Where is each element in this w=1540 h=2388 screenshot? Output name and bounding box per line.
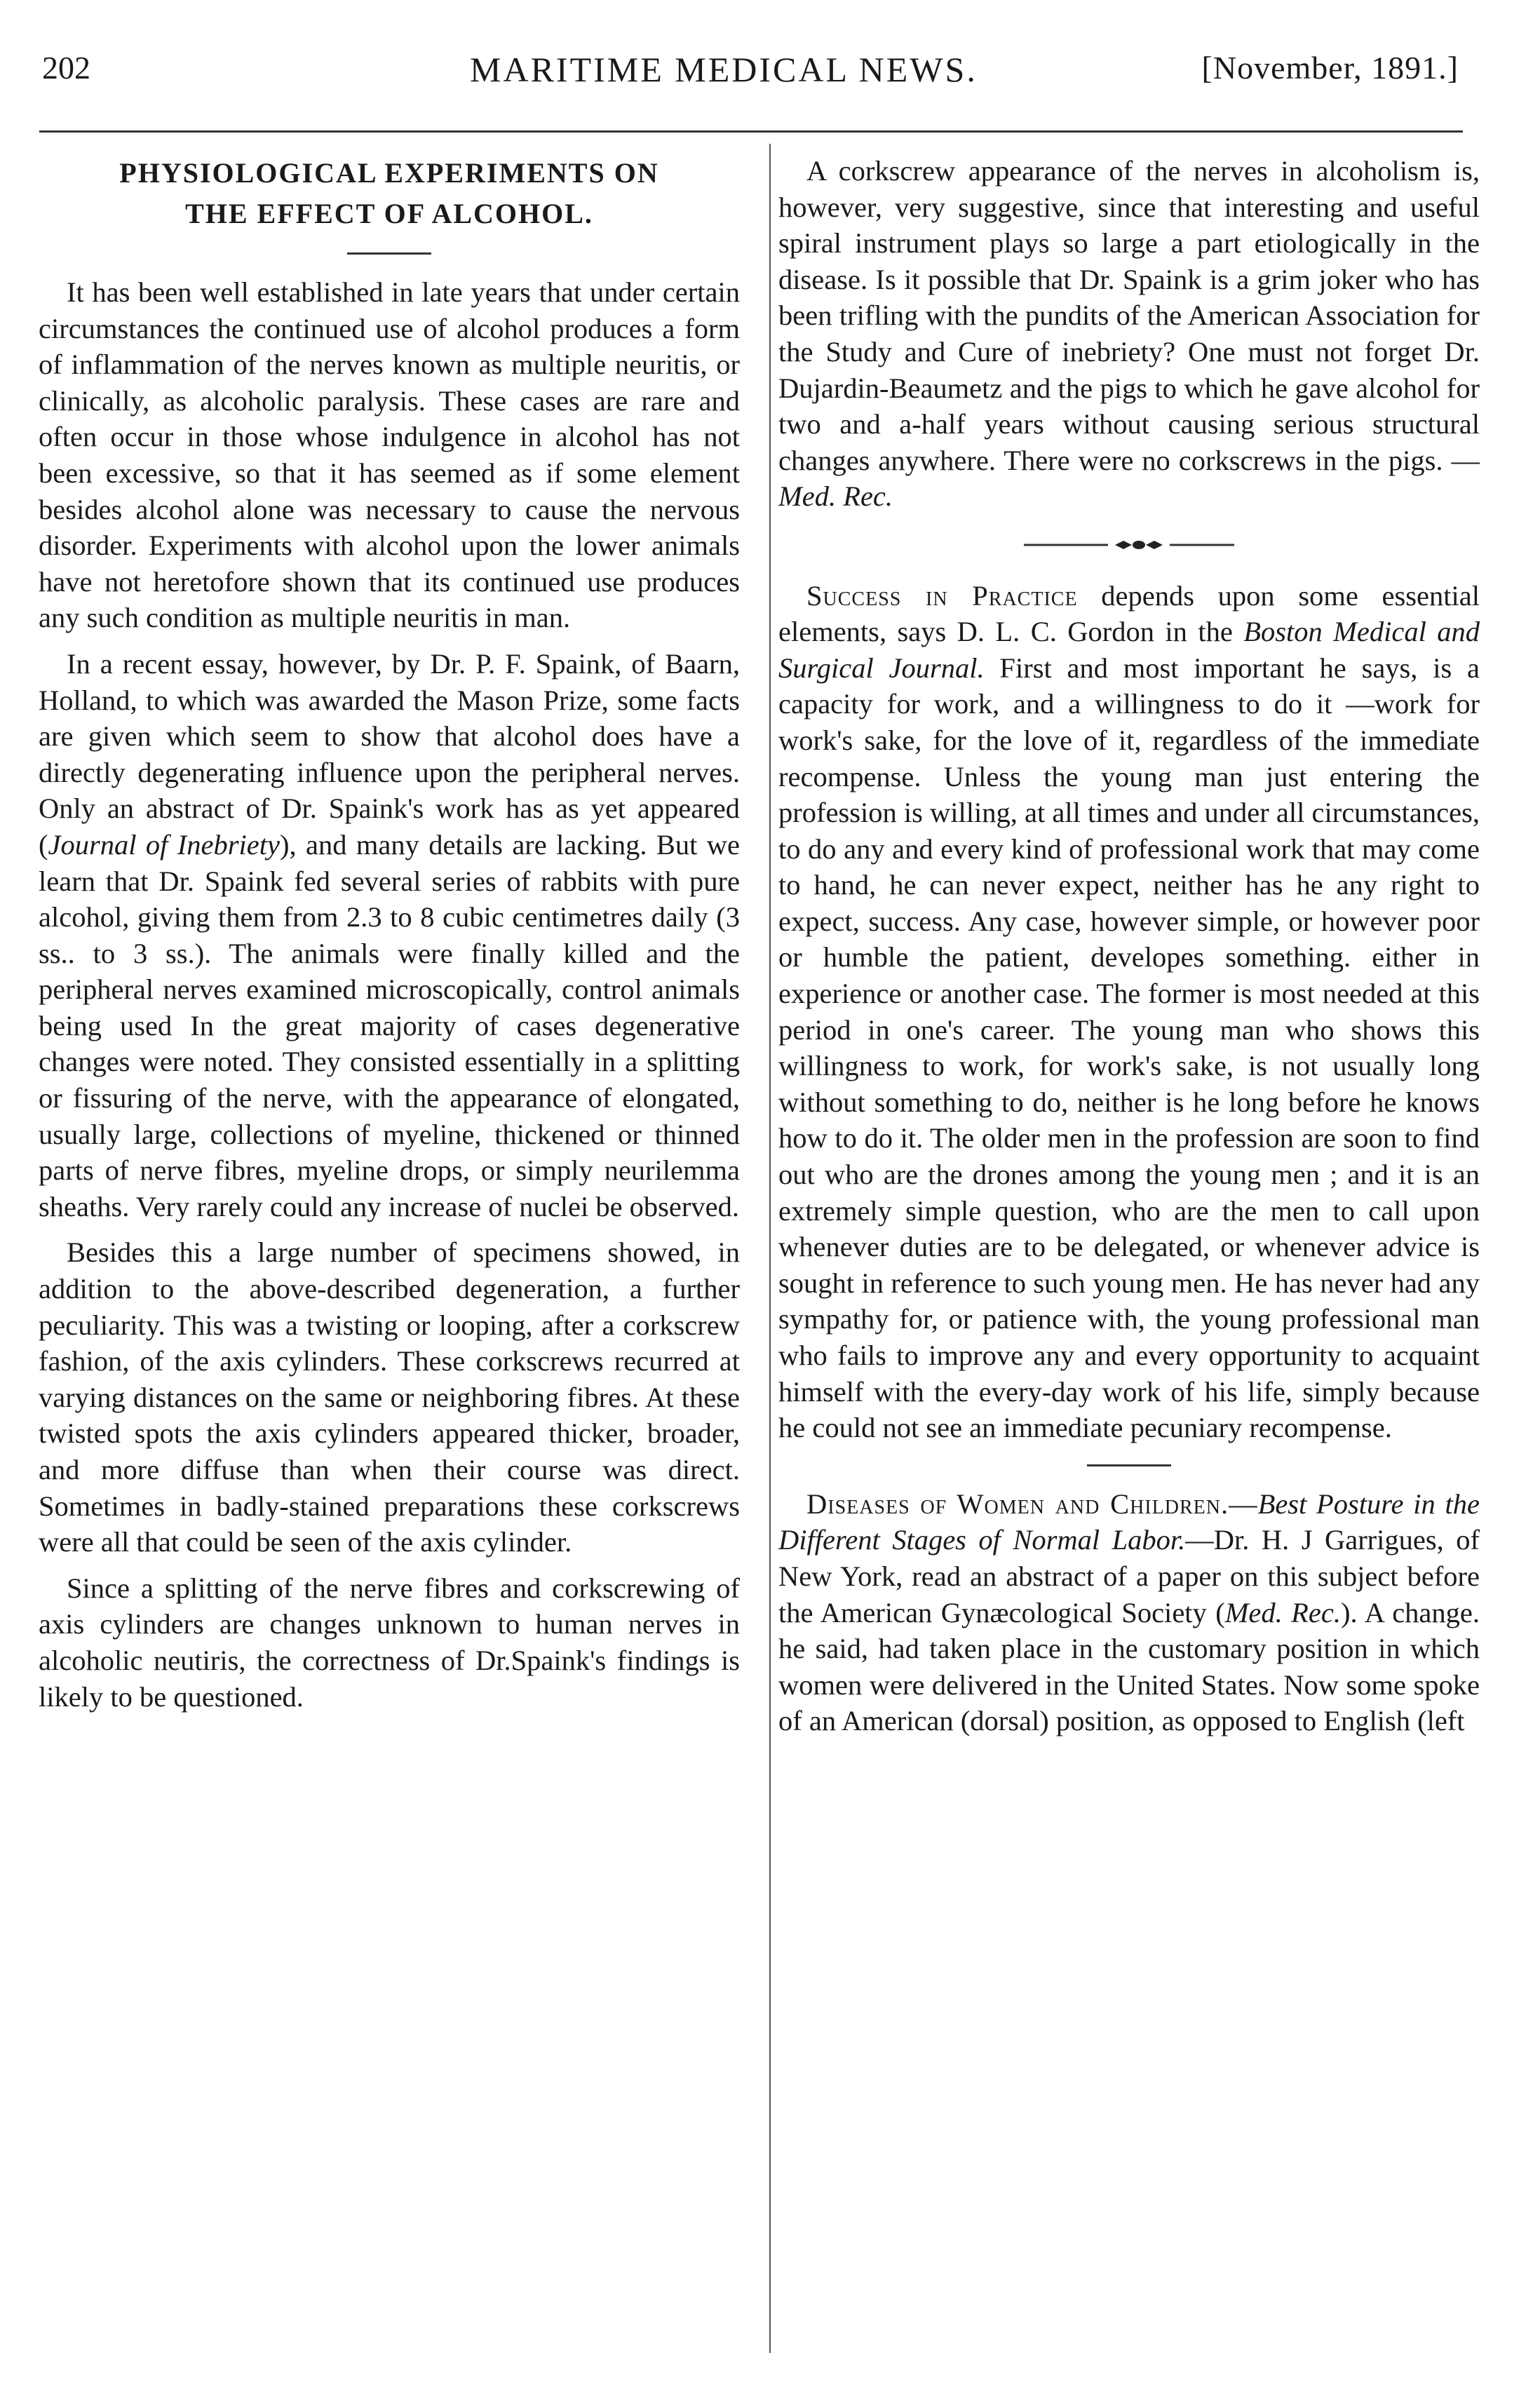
paragraph-text: ), and many details are lacking. But we learn that Dr. Spaink fed several series of rabbits with pure alcohol, giving them from 2.3 to 8 cubic centimetres daily (3 ss.. to 3 ss.). The animals were finally killed and the peripheral nerves examined microscopically, control animals being used In the great majority of cases degenerative changes were noted. They consisted essentially in a splitting or fissuring of the nerve, with the appearance of elongated, usually large, collections of myeline, thickened or thinned parts of nerve fibres, myeline drops, or simply neurilemma sheaths. Very rarely could any increase of nuclei be observed. bbox=[39, 828, 741, 1222]
article-title-line2: THE EFFECT OF ALCOHOL. bbox=[185, 198, 593, 229]
paragraph bbox=[778, 578, 1480, 1446]
paragraph-text: —Dr. H. J Garrigues, of New York, read an abstract of a paper on this subject before the American Gynæcological Society ( bbox=[778, 1524, 1480, 1628]
subsection-title: Best Posture in the Different Stages of Normal Labor. bbox=[778, 1488, 1480, 1556]
section-rule bbox=[1087, 1464, 1171, 1466]
paragraph-text: ). A change. he said, had taken place in the customary position in which women were delivered in the United States. Now some spoke of an American (dorsal) position, as opposed to English (left bbox=[778, 1596, 1480, 1737]
page-number: 202 bbox=[42, 50, 90, 86]
paragraph-text: In a recent essay, however, by Dr. P. F. Spaink, of Baarn, Holland, to which was awarded the Mason Prize, some facts are given which seem to show that alcohol does have a directly degenerating influence upon the peripheral nerves. Only an abstract of Dr. Spaink's work has as yet appeared ( bbox=[39, 647, 740, 861]
paragraph-text: depends upon some essential elements, says D. L. C. Gordon in the bbox=[778, 579, 1480, 648]
paragraph bbox=[778, 1486, 1480, 1739]
paragraph: It has been well established in late years that under certain circumstances the continued use of alcohol produces a form of inflammation of the nerves known as multiple neuritis, or clinically, as alcoholic paralysis. These cases are rare and often occur in those whose indulgence in alcohol has not been excessive, so that it has seemed as if some element besides alcohol alone was necessary to cause the nervous disorder. Experiments with alcohol upon the lower animals have not heretofore shown that its continued use produces any such condition as multiple neuritis in man. bbox=[39, 276, 740, 634]
column-divider bbox=[769, 144, 771, 2353]
paragraph: Besides this a large number of specimens showed, in addition to the above-described degeneration, a further peculiarity. This was a twisting or looping, after a corkscrew fashion, of the axis cylinders. These corkscrews recurred at varying distances on the same or neighboring fibres. At these twisted spots the axis cylinders appeared thicker, broader, and more diffuse than when their course was direct. Sometimes in badly-stained preparations these corkscrews were all that could be seen of the axis cylinder. bbox=[39, 1236, 740, 1558]
paragraph bbox=[39, 646, 740, 1225]
journal-citation: Journal of Inebriety bbox=[48, 828, 280, 861]
issue-date: [November, 1891.] bbox=[1201, 50, 1459, 86]
left-column bbox=[39, 153, 740, 1725]
source-citation: Med. Rec. bbox=[778, 480, 893, 513]
paragraph-text: A corkscrew appearance of the nerves in alcoholism is, however, very suggestive, since that interesting and useful spiral instrument plays so large a part etiologically in the disease. Is it possible that Dr. Spaink is a grim joker who has been trifling with the pundits of the American Association for the Study and Cure of inebriety? One must not forget Dr. Dujardin-Beaumetz and the pigs to which he gave alcohol for two and a-half years without causing serious structural changes anywhere. There were no corkscrews in the pigs. — bbox=[778, 155, 1480, 476]
article-title bbox=[39, 153, 740, 234]
section-lead: Success in Practice bbox=[806, 579, 1078, 612]
paragraph bbox=[778, 153, 1480, 515]
article-title-line1: PHYSIOLOGICAL EXPERIMENTS ON bbox=[119, 157, 659, 189]
paragraph-text: First and most important he says, is a capacity for work, and a willingness to do it —work for work's sake, for the love of it, regardless of the immediate recompense. Unless the young man just entering the profession is willing, at all times and under all circumstances, to do any and every kind of professional work that may come to hand, he can never expect, neither has he any right to expect, success. Any case, however simple, or however poor or humble the patient, developes something. either in experience or another case. The former is most needed at this period in one's career. The young man who shows this willingness to work, for work's sake, is not usually long without something to do, neither is he long before he knows how to do it. The older men in the profession are soon to find out who are the drones among the young men ; and it is an extremely simple question, who are the men to call upon whenever duties are to be delegated, or whenever advice is sought in reference to such young men. He has never had any sympathy for, or patience with, the young professional man who fails to improve any and every opportunity to acquaint himself with the every-day work of his life, simply because he could not see an immediate pecuniary recompense. bbox=[778, 652, 1480, 1444]
page-header bbox=[42, 49, 1459, 112]
right-column bbox=[778, 153, 1480, 1749]
journal-citation: Boston Medical and Surgical Journal. bbox=[778, 616, 1480, 684]
paragraph: Since a splitting of the nerve fibres and corkscrewing of axis cylinders are changes unknown to human nerves in alcoholic neutiris, the correctness of Dr.Spaink's findings is likely to be questioned. bbox=[39, 1572, 740, 1713]
source-citation: Med. Rec. bbox=[1224, 1596, 1341, 1628]
journal-title: MARITIME MEDICAL NEWS. bbox=[470, 50, 978, 89]
section-ornament bbox=[778, 525, 1480, 561]
section-lead: Diseases of Women and Children.— bbox=[806, 1488, 1258, 1520]
title-rule bbox=[347, 252, 431, 255]
header-rule bbox=[39, 130, 1463, 133]
